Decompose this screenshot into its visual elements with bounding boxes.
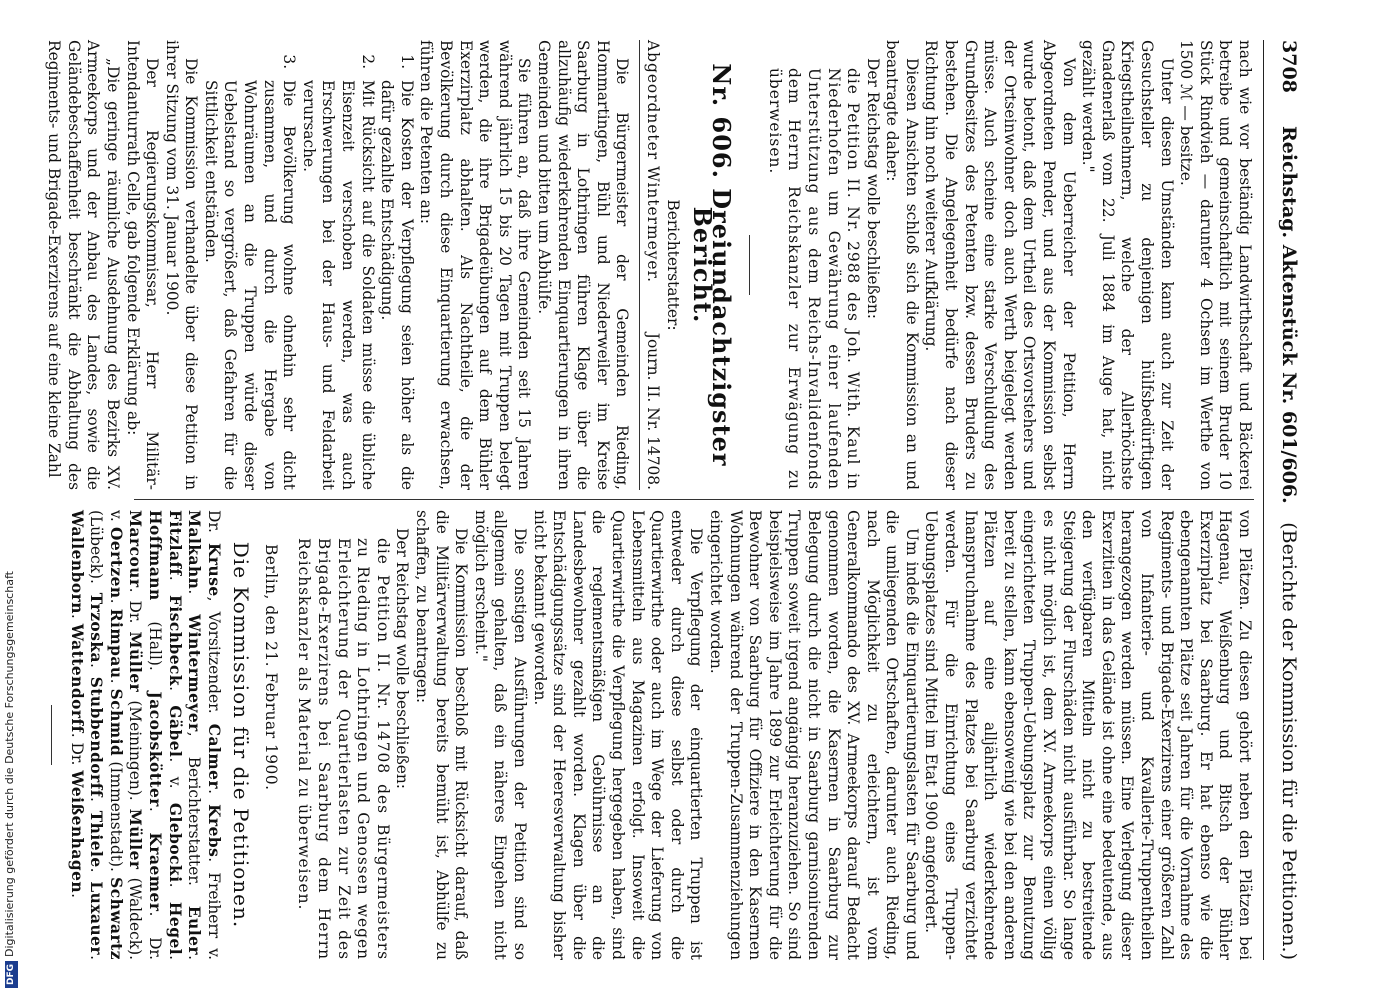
member-suffix: , Berichterstatter. [185,731,204,906]
members-list [66,510,223,960]
member-title: Dr. [145,937,164,960]
right-column [37,510,1254,960]
list-item: 1. Die Kosten der Verpflegung seien höher als die dafür gezahlte Entschädigung. [377,74,416,490]
member-name: Müller [126,808,145,870]
header-title: Reichstag. Aktenstück Nr. 601/606. [1278,126,1300,504]
member-name: Glebocki [165,802,184,883]
text-columns [45,40,1254,960]
paragraph: „Die geringe räumliche Ausdehnung des Bezirks XV. Armeekorps und der Anbau des Landes, sowie die Geländebeschaffenheit beschränkt die Abhaltung des Regiments- und Brigade-Exerzirens auf eine kleine Zahl [45,40,122,490]
petition-motion: die Petition II. Nr. 2988 des Joh. With. Kaul in Niederhofen um Gewährung einer laufenden Unterstützung aus dem Reichs-Invalidenfonds dem Herrn Reichskanzler zur Erwägung zu überweisen. [765,68,863,490]
column-divider [134,499,1254,500]
paragraph: nach wie vor beständig Landwirthschaft und Bäckerei betreibe und gemeinschaftlich mit seinem Bruder 10 Stück Rindvieh — darunter 4 Ochsen im Werthe von 1500 ℳ — besitze. [1177,40,1254,490]
left-column [44,40,1254,490]
divider [51,705,52,765]
member-name: Krebs [204,804,223,858]
page-header [1263,40,1304,960]
member-suffix: , Vorsitzender. [204,596,223,724]
paragraph: Der Reichstag wolle beschließen: [863,58,882,319]
member-suffix: . [87,955,106,960]
member-title: Dr. [126,600,145,632]
member-name: Wintermeyer [185,614,204,732]
paragraph: Diesen Ansichten schloß sich die Kommission an und beantragte daher: [883,40,921,490]
member-name: Wattendorff [67,623,86,733]
member-suffix: . [185,955,204,960]
member-suffix: . [204,789,223,805]
member-name: Müller [126,631,145,693]
member-name: Weißenhagen [67,770,86,894]
member-name: Schwartz [106,877,125,960]
section-title: Nr. 606. Dreiundachtzigster Bericht. [687,63,737,467]
member-suffix: . [165,686,184,706]
member-name: Thiele [87,810,106,868]
paragraph: Die Kommission verhandelte über diese Petition in ihrer Sitzung vom 31. Januar 1900. [162,40,201,490]
member-name: Rimpau [106,608,125,679]
member-suffix: . [87,797,106,811]
paragraph: Die Kommission beschloß mit Rücksicht darauf, daß die Militärverwaltung bereits bemüht ist, Abhülfe zu schaffen, zu beantragen: [413,510,471,960]
member-suffix: . [165,955,184,960]
member-name: Euler [185,905,204,956]
member-title: Dr. [204,510,223,544]
paragraph: Der Reichstag wolle beschließen: [393,528,412,789]
member-suffix: . [145,911,164,938]
member-suffix: (Hall). [145,600,164,692]
member-name: Fitzlaff [165,510,184,576]
member-name: Trzoska [87,592,106,663]
member-name: Hegel [165,901,184,956]
member-name: Hoffmann [145,510,164,601]
paragraph: Sie führen an, daß ihre Gemeinden seit 15 Jahren während jährlich 15 bis 20 Tagen mit Truppen belegt werden, die ihre Brigadeübungen auf dem Bühler Exerzirplatz abhalten. Als Nachtheile, die der Bevölkerung durch diese Einquartierung erwachsen, führen die Petenten an: [417,40,534,490]
member-name: Schmid [106,688,125,757]
member-suffix: . [67,732,86,743]
member-name: Malkahn [185,510,204,590]
member-suffix: (Waldeck). [126,869,145,960]
reporter-label: Berichterstatter: [663,199,682,331]
member-name: Luxauer [87,881,106,956]
member-title: v. [106,510,125,527]
page-number: 3708 [1278,40,1300,93]
member-suffix: . [204,857,223,873]
petition-motion: die Petition II. Nr. 14708 des Bürgermeisters zu Rieding in Lothringen und Genossen wegen Erleichterung der Quartierlasten zur Zeit des Brigade-Exerzirens bei Saarburg dem Herrn Reichskanzler als Material zu überweisen. [295,538,392,960]
paragraph: Von dem Ueberreicher der Petition, Herrn Abgeordneten Pender, und aus der Kommission selbst wurde betont, daß dem Urtheil des Ortsvorstehers und der Ortseinwohner doch auch Werth beigelegt werden müsse. Auch scheine eine starke Verschuldung des Grundbesitzes des Petenten bzw. dessen Bruders zu bestehen. Die Angelegenheit bedürfe nach dieser Richtung hin noch weiterer Aufklärung. [922,40,1078,490]
list-item: 3. Die Bevölkerung wohne ohnehin sehr dicht zusammen, und durch die Hergabe von Wohnräumen an die Truppen würde dieser Uebelstand so vergrößert, daß Gefahren für die Sittlichkeit entständen. [200,74,298,490]
member-name: Stubbendorff [87,676,106,797]
reporter-row [639,40,662,490]
member-suffix: . [165,757,184,777]
header-subtitle: (Berichte der Kommission für die Petitionen.) [1278,522,1300,960]
member-suffix: . [106,678,125,689]
member-suffix: . [67,893,86,898]
paragraph: Die Verpflegung der einquartierten Truppen ist entweder durch diese selbst oder durch die Quartierwirthe oder auch im Wege der Lieferung von Lebensmitteln aus Magazinen erfolgt. Insoweit die Quartierwirthe die Verpflegung hergegeben haben, sind die reglementsmäßigen Gebührnisse an die Landesbewohner gezahlt worden. Klagen über die Entschädigungssätze sind der Heeresverwaltung bisher nicht bekannt geworden. [530,510,706,960]
member-name: Gäbel [165,705,184,758]
paragraph: Die Bürgermeister der Gemeinden Rieding, Hommartingen, Bühl und Niederweiler im Kreise Saarburg in Lothringen führen Klage über die allzuhäufig wiederkehrenden Einquartierungen in ihren Gemeinden und bitten um Abhülfe. [535,40,632,490]
digitization-credit [0,0,20,1000]
member-suffix: . [87,867,106,882]
member-title: v. [165,776,184,803]
paragraph: Die sonstigen Ausführungen der Petition sind so allgemein gehalten, daß ein näheres Eingehen nicht möglich erscheint." [471,510,530,960]
reporter-name: Abgeordneter Wintermeyer. [644,40,663,284]
paragraph: von Plätzen. Zu diesen gehört neben den Plätzen bei Hagenau, Weißenburg und Bitsch der Bühler Exerzirplatz bei Saarburg. Er hat ebenso wie die ebengenannten Plätze seit Jahren für die Vornahme des Regiments- und Brigade-Exerzirens einer größeren Zahl von Infanterie- und Kavallerie-Truppentheilen herangezogen werden müssen. Eine Verlegung dieser Exerzitien in das Gelände ist ohne eine bedeutende, aus den verfügbaren Mitteln nicht zu bestreitende Steigerung der Flurschäden nicht ausführbar. So lange es nicht möglich ist, dem XV. Armeekorps einen völlig eingerichteten Truppen-Uebungsplatz zur Benutzung bereit zu stellen, kann ebensowenig wie bei den anderen Plätzen auf eine alljährlich wiederkehrende Inanspruchnahme des Platzes bei Saarburg verzichtet werden. Für die Einrichtung eines Truppen-Uebungsplatzes sind Mittel im Etat 1900 angefordert. [922,510,1254,960]
document-page [45,0,1326,1000]
member-title: Freiherr v. [204,872,223,960]
member-name: Marcour [126,510,145,588]
member-suffix: . [106,598,125,609]
dfg-logo: DFG [5,961,18,988]
member-suffix: . [185,589,204,615]
member-name: Jacobskötter [145,691,164,807]
journal-number: Journ. II. Nr. 14708. [644,332,663,490]
member-suffix: . [145,806,164,833]
member-name: Fischbeck [165,594,184,687]
paragraph: Der Regierungskommissar, Herr Militär-Intendanturrath Celle, gab folgende Erklärung ab: [123,40,162,490]
date-line: Berlin, den 21. Februar 1900. [261,544,280,791]
member-suffix: . [165,882,184,902]
member-suffix: . [87,663,106,677]
grievance-list [200,40,416,490]
credit-text: Digitalisierung gefördert durch die Deutsche Forschungsgemeinschaft [3,571,16,957]
member-suffix: (Meiningen). [126,692,145,809]
list-item: 2. Mit Rücksicht auf die Soldaten müsse die übliche Eisenzeit verschoben werden, was auch Erschwerungen bei der Haus- und Feldarbeit verursache. [298,74,376,490]
divider [749,235,750,295]
member-name: Kraemer [145,832,164,912]
member-suffix: (Immenstadt). [106,756,125,878]
member-name: Oertzen [106,526,125,599]
member-suffix: (Lübeck). [87,510,106,593]
member-name: Kruse [204,543,223,597]
member-suffix: . [165,575,184,595]
member-name: Wallenborn [67,510,86,614]
member-suffix: . [126,587,145,601]
member-name: Calmer [204,723,223,790]
member-title: Dr. [67,742,86,771]
commission-heading: Die Kommission für die Petitionen. [229,541,254,929]
member-suffix: . [67,613,86,624]
paragraph: Unter diesen Umständen kann auch zur Zeit der Gesuchsteller zu denjenigen hülfsbedürftigen Kriegstheilnehmern, welche der Allerhöchste Gnadenerlaß vom 22. Juli 1884 im Auge hat, nicht gezählt werden." [1079,40,1176,490]
paragraph: Um indeß die Einquartierungslasten für Saarburg und die umliegenden Ortschaften, darunter auch Rieding, nach Möglichkeit zu erleichtern, ist vom Generalkommando des XV. Armeekorps darauf Bedacht genommen worden, die Kasernen in Saarburg zur Belegung durch die nicht in Saarburg garnisonirenden Truppen soweit irgend angängig heranzuziehen. So sind beispielsweise im Jahre 1899 zur Erleichterung für die Bewohner von Saarburg für Offiziere in den Kasernen Wohnungen während der Truppen-Zusammenziehungen eingerichtet worden. [706,510,921,960]
